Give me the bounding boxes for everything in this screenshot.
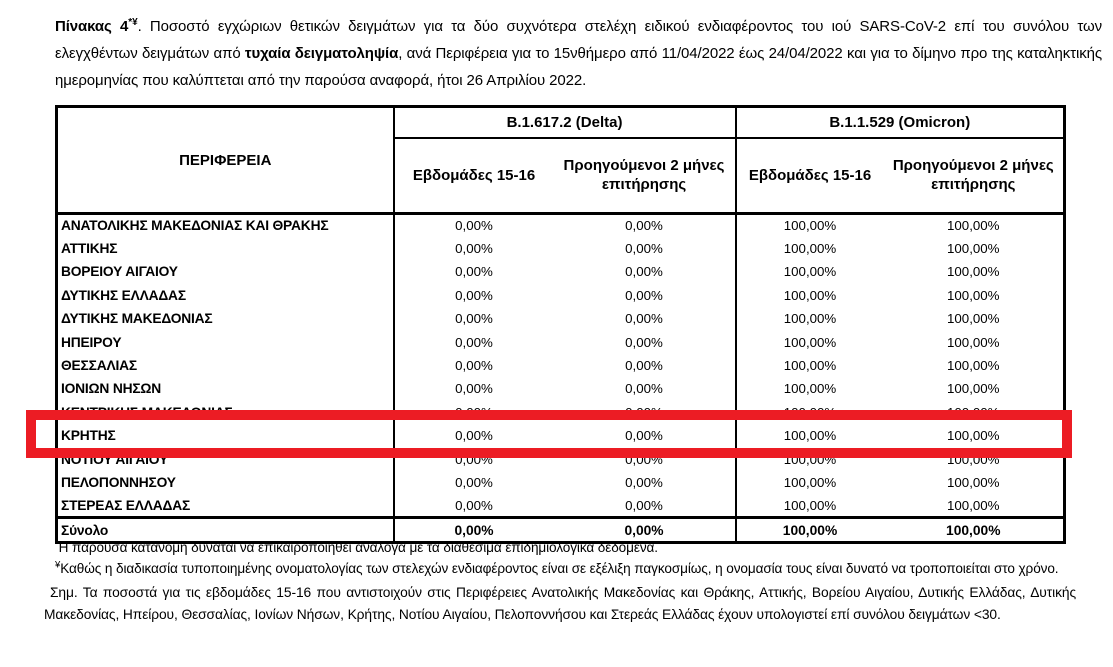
value-cell: 0,00% — [455, 381, 493, 397]
value-cell: 0,00% — [455, 358, 493, 374]
value-cell: 0,00% — [554, 494, 736, 517]
column-group-omicron: B.1.1.529 (Omicron) — [736, 107, 1065, 138]
value-cell: 0,00% — [554, 330, 736, 353]
region-cell: ΠΕΛΟΠΟΝΝΗΣΟΥ — [57, 471, 394, 494]
value-cell: 100,00% — [783, 428, 837, 444]
value-cell: 0,00% — [455, 451, 493, 467]
footnote-1-marker: * — [55, 538, 59, 550]
value-cell: 100,00% — [947, 497, 1000, 513]
value-cell: 0,00% — [455, 428, 493, 444]
value-cell: 100,00% — [947, 358, 1000, 374]
data-table — [55, 105, 1066, 544]
total-label: Σύνολο — [57, 518, 394, 543]
table-row — [57, 307, 1065, 330]
column-header-region: ΠΕΡΙΦΕΡΕΙΑ — [57, 107, 394, 214]
total-value-omicron-weeks: 100,00% — [782, 522, 838, 538]
value-cell: 100,00% — [947, 241, 1000, 257]
total-value-omicron-previous: 100,00% — [946, 522, 1001, 538]
value-cell: 0,00% — [455, 404, 493, 420]
table-row — [57, 214, 1065, 237]
table-title-text-lead: . Ποσοστό εγχώριων θετικών δειγμάτων για τα δύο συχνότερα στελέχη ειδικού ενδιαφέροντος του ιού SARS-CoV-2 επί του συνόλου των ελεγχθέντων δειγμάτων από — [55, 18, 1103, 62]
value-cell: 100,00% — [783, 287, 837, 303]
region-cell: ΙΟΝΙΩΝ ΝΗΣΩΝ — [57, 377, 394, 400]
region-cell: ΝΟΤΙΟΥ ΑΙΓΑΙΟΥ — [57, 447, 394, 470]
table-title-label: Πίνακας 4 — [55, 18, 129, 35]
column-header-delta-weeks: Εβδομάδες 15-16 — [394, 138, 554, 214]
table-container — [55, 105, 1066, 544]
value-cell: 0,00% — [554, 401, 736, 424]
footnote-1-text: Η παρούσα κατανομή δύναται να επικαιροποιηθεί ανάλογα με τα διαθέσιμα επιδημιολογικά δεδομένα. — [58, 540, 658, 555]
table-row — [57, 447, 1065, 470]
table-title-text-tail: , ανά Περιφέρεια για το 15νθήμερο από 11/04/2022 έως 24/04/2022 και για το δίμηνο προ της καταληκτικής ημερομηνίας που καλύπτεται από την παρούσα αναφορά, ήτοι 26 Απριλίου 2022. — [55, 45, 1103, 89]
table-row — [57, 471, 1065, 494]
table-row — [57, 401, 1065, 424]
table-row — [57, 494, 1065, 517]
region-cell: ΚΕΝΤΡΙΚΗΣ ΜΑΚΕΔΟΝΙΑΣ — [57, 401, 394, 424]
table-title-superscript: *¥ — [128, 17, 138, 28]
table-row — [57, 377, 1065, 400]
table-title-bold-phrase: τυχαία δειγματοληψία — [244, 45, 399, 62]
value-cell: 0,00% — [554, 260, 736, 283]
footnote-1 — [55, 538, 1076, 559]
value-cell: 0,00% — [554, 214, 736, 237]
total-value-delta-weeks: 0,00% — [454, 522, 494, 538]
table-row-highlighted — [57, 424, 1065, 447]
value-cell: 100,00% — [783, 381, 837, 397]
region-cell: ΑΤΤΙΚΗΣ — [57, 237, 394, 260]
table-title — [55, 13, 1102, 94]
value-cell: 100,00% — [947, 381, 1000, 397]
value-cell: 100,00% — [947, 404, 1000, 420]
value-cell: 100,00% — [947, 218, 1000, 234]
value-cell: 0,00% — [455, 287, 493, 303]
value-cell: 100,00% — [783, 497, 837, 513]
value-cell: 0,00% — [554, 424, 736, 447]
value-cell: 100,00% — [783, 404, 837, 420]
table-row — [57, 284, 1065, 307]
region-cell: ΔΥΤΙΚΗΣ ΜΑΚΕΔΟΝΙΑΣ — [57, 307, 394, 330]
total-value-delta-previous: 0,00% — [554, 518, 736, 543]
column-header-omicron-previous: Προηγούμενοι 2 μήνες επιτήρησης — [884, 138, 1065, 214]
table-header — [57, 107, 1065, 214]
value-cell: 100,00% — [783, 311, 837, 327]
table-row — [57, 237, 1065, 260]
value-cell: 100,00% — [947, 428, 1000, 444]
value-cell: 100,00% — [947, 334, 1000, 350]
value-cell: 0,00% — [554, 307, 736, 330]
value-cell: 0,00% — [455, 218, 493, 234]
footnote-2-marker: ¥ — [55, 558, 61, 570]
value-cell: 100,00% — [783, 264, 837, 280]
value-cell: 0,00% — [455, 474, 493, 490]
region-cell: ΣΤΕΡΕΑΣ ΕΛΛΑΔΑΣ — [57, 494, 394, 517]
value-cell: 100,00% — [947, 264, 1000, 280]
value-cell: 0,00% — [455, 497, 493, 513]
value-cell: 100,00% — [783, 334, 837, 350]
value-cell: 0,00% — [554, 354, 736, 377]
value-cell: 100,00% — [783, 358, 837, 374]
footnotes — [44, 538, 1076, 626]
value-cell: 0,00% — [455, 334, 493, 350]
value-cell: 100,00% — [783, 451, 837, 467]
table-note: Σημ. Τα ποσοστά για τις εβδομάδες 15-16 που αντιστοιχούν στις Περιφέρειες Ανατολικής Μακεδονίας και Θράκης, Αττικής, Βορείου Αιγαίου, Δυτικής Ελλάδας, Δυτικής Μακεδονίας, Ηπείρου, Θεσσαλίας, Ιονίων Νήσων, Κρήτης, Νοτίου Αιγαίου, Πελοποννήσου και Στερεάς Ελλάδας έχουν υπολογιστεί επί συνόλου δειγμάτων <30. — [44, 585, 1076, 622]
value-cell: 0,00% — [455, 264, 493, 280]
value-cell: 0,00% — [455, 311, 493, 327]
column-header-omicron-weeks: Εβδομάδες 15-16 — [736, 138, 884, 214]
footnote-2 — [55, 559, 1076, 580]
table-row — [57, 260, 1065, 283]
footnote-2-text: Καθώς η διαδικασία τυποποιημένης ονοματολογίας των στελεχών ενδιαφέροντος είναι σε εξέλιξη παγκοσμίως, η ονομασία τους είναι δυνατό να τροποποιείται στο χρόνο. — [60, 560, 1059, 576]
value-cell: 0,00% — [554, 377, 736, 400]
column-header-delta-previous: Προηγούμενοι 2 μήνες επιτήρησης — [554, 138, 736, 214]
value-cell: 0,00% — [554, 447, 736, 470]
table-row — [57, 330, 1065, 353]
value-cell: 0,00% — [554, 471, 736, 494]
region-cell: ΗΠΕΙΡΟΥ — [57, 330, 394, 353]
table-body — [57, 214, 1065, 518]
value-cell: 0,00% — [554, 284, 736, 307]
value-cell: 100,00% — [947, 287, 1000, 303]
value-cell: 0,00% — [554, 237, 736, 260]
group-header-row — [57, 107, 1065, 138]
region-cell: ΑΝΑΤΟΛΙΚΗΣ ΜΑΚΕΔΟΝΙΑΣ ΚΑΙ ΘΡΑΚΗΣ — [57, 214, 394, 237]
region-cell: ΒΟΡΕΙΟΥ ΑΙΓΑΙΟΥ — [57, 260, 394, 283]
region-cell: ΚΡΗΤΗΣ — [57, 424, 394, 447]
value-cell: 100,00% — [783, 474, 837, 490]
region-cell: ΘΕΣΣΑΛΙΑΣ — [57, 354, 394, 377]
value-cell: 0,00% — [455, 241, 493, 257]
value-cell: 100,00% — [947, 474, 1000, 490]
value-cell: 100,00% — [783, 241, 837, 257]
column-group-delta: B.1.617.2 (Delta) — [394, 107, 736, 138]
value-cell: 100,00% — [783, 218, 837, 234]
table-row — [57, 354, 1065, 377]
value-cell: 100,00% — [947, 451, 1000, 467]
region-cell: ΔΥΤΙΚΗΣ ΕΛΛΑΔΑΣ — [57, 284, 394, 307]
value-cell: 100,00% — [947, 311, 1000, 327]
